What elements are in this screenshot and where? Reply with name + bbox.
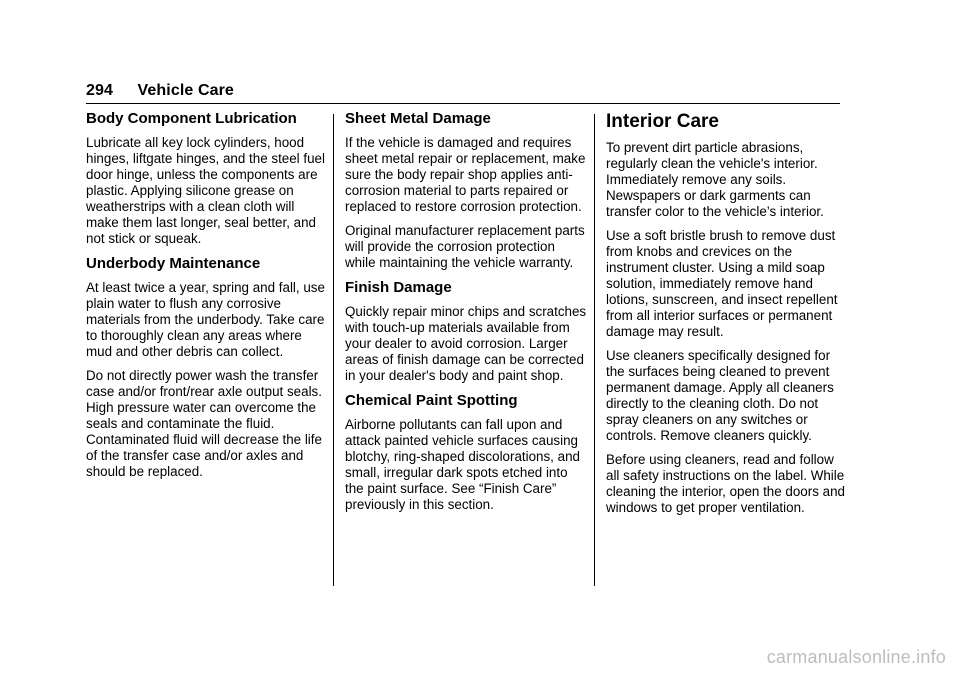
heading-chemical-paint-spotting: Chemical Paint Spotting (345, 392, 518, 409)
paragraph: Do not directly power wash the transfer case and/or front/rear axle output seals. High pressure water can overcome the seals and contaminate the fluid. Contaminated fluid will decrease the life of the transfer case and/or axles and should be replaced. (86, 368, 322, 479)
paragraph: Quickly repair minor chips and scratches with touch-up materials available from your dealer to avoid corrosion. Larger areas of finish damage can be corrected in your dealer's body and paint shop. (345, 304, 587, 383)
watermark: carmanualsonline.info (766, 647, 946, 667)
column-left (86, 110, 330, 488)
column-middle (345, 110, 589, 521)
heading-underbody-maintenance: Underbody Maintenance (86, 255, 261, 272)
paragraph: At least twice a year, spring and fall, use plain water to flush any corrosive materials from the underbody. Take care to thoroughly clean any areas where mud and other debris can collect. (86, 280, 325, 359)
page-number: 294 (86, 82, 113, 99)
column-divider (333, 114, 334, 586)
heading-finish-damage: Finish Damage (345, 279, 452, 296)
paragraph: To prevent dirt particle abrasions, regularly clean the vehicle's interior. Immediately remove any soils. Newspapers or dark garments can transfer color to the vehicle’s interior. (606, 140, 824, 219)
paragraph: Before using cleaners, read and follow all safety instructions on the label. While cleaning the interior, open the doors and windows to get proper ventilation. (606, 452, 845, 515)
column-divider (594, 114, 595, 586)
paragraph: If the vehicle is damaged and requires sheet metal repair or replacement, make sure the body repair shop applies anti-corrosion material to parts repaired or replaced to restore corrosion protection. (345, 135, 586, 214)
heading-interior-care: Interior Care (606, 111, 719, 132)
section-title: Vehicle Care (137, 82, 234, 99)
header-rule (86, 103, 840, 104)
paragraph: Airborne pollutants can fall upon and attack painted vehicle surfaces causing blotchy, ring-shaped discolorations, and small, irregular dark spots etched into the paint surface. See “Finish Care” previously in this section. (345, 417, 580, 512)
paragraph: Original manufacturer replacement parts will provide the corrosion protection while maintaining the vehicle warranty. (345, 223, 585, 270)
paragraph: Lubricate all key lock cylinders, hood hinges, liftgate hinges, and the steel fuel door hinge, unless the components are plastic. Applying silicone grease on weatherstrips with a clean cloth will make them last longer, seal better, and not stick or squeak. (86, 135, 325, 246)
paragraph: Use a soft bristle brush to remove dust from knobs and crevices on the instrument cluster. Using a mild soap solution, immediately remove hand lotions, sunscreen, and insect repellent from all interior surfaces or permanent damage may result. (606, 228, 838, 339)
heading-sheet-metal-damage: Sheet Metal Damage (345, 110, 491, 127)
page-header (86, 82, 234, 100)
column-right (606, 110, 850, 524)
paragraph: Use cleaners specifically designed for the surfaces being cleaned to prevent permanent damage. Apply all cleaners directly to the cleaning cloth. Do not spray cleaners on any switches or controls. Remove cleaners quickly. (606, 348, 834, 443)
heading-body-component-lubrication: Body Component Lubrication (86, 110, 297, 127)
